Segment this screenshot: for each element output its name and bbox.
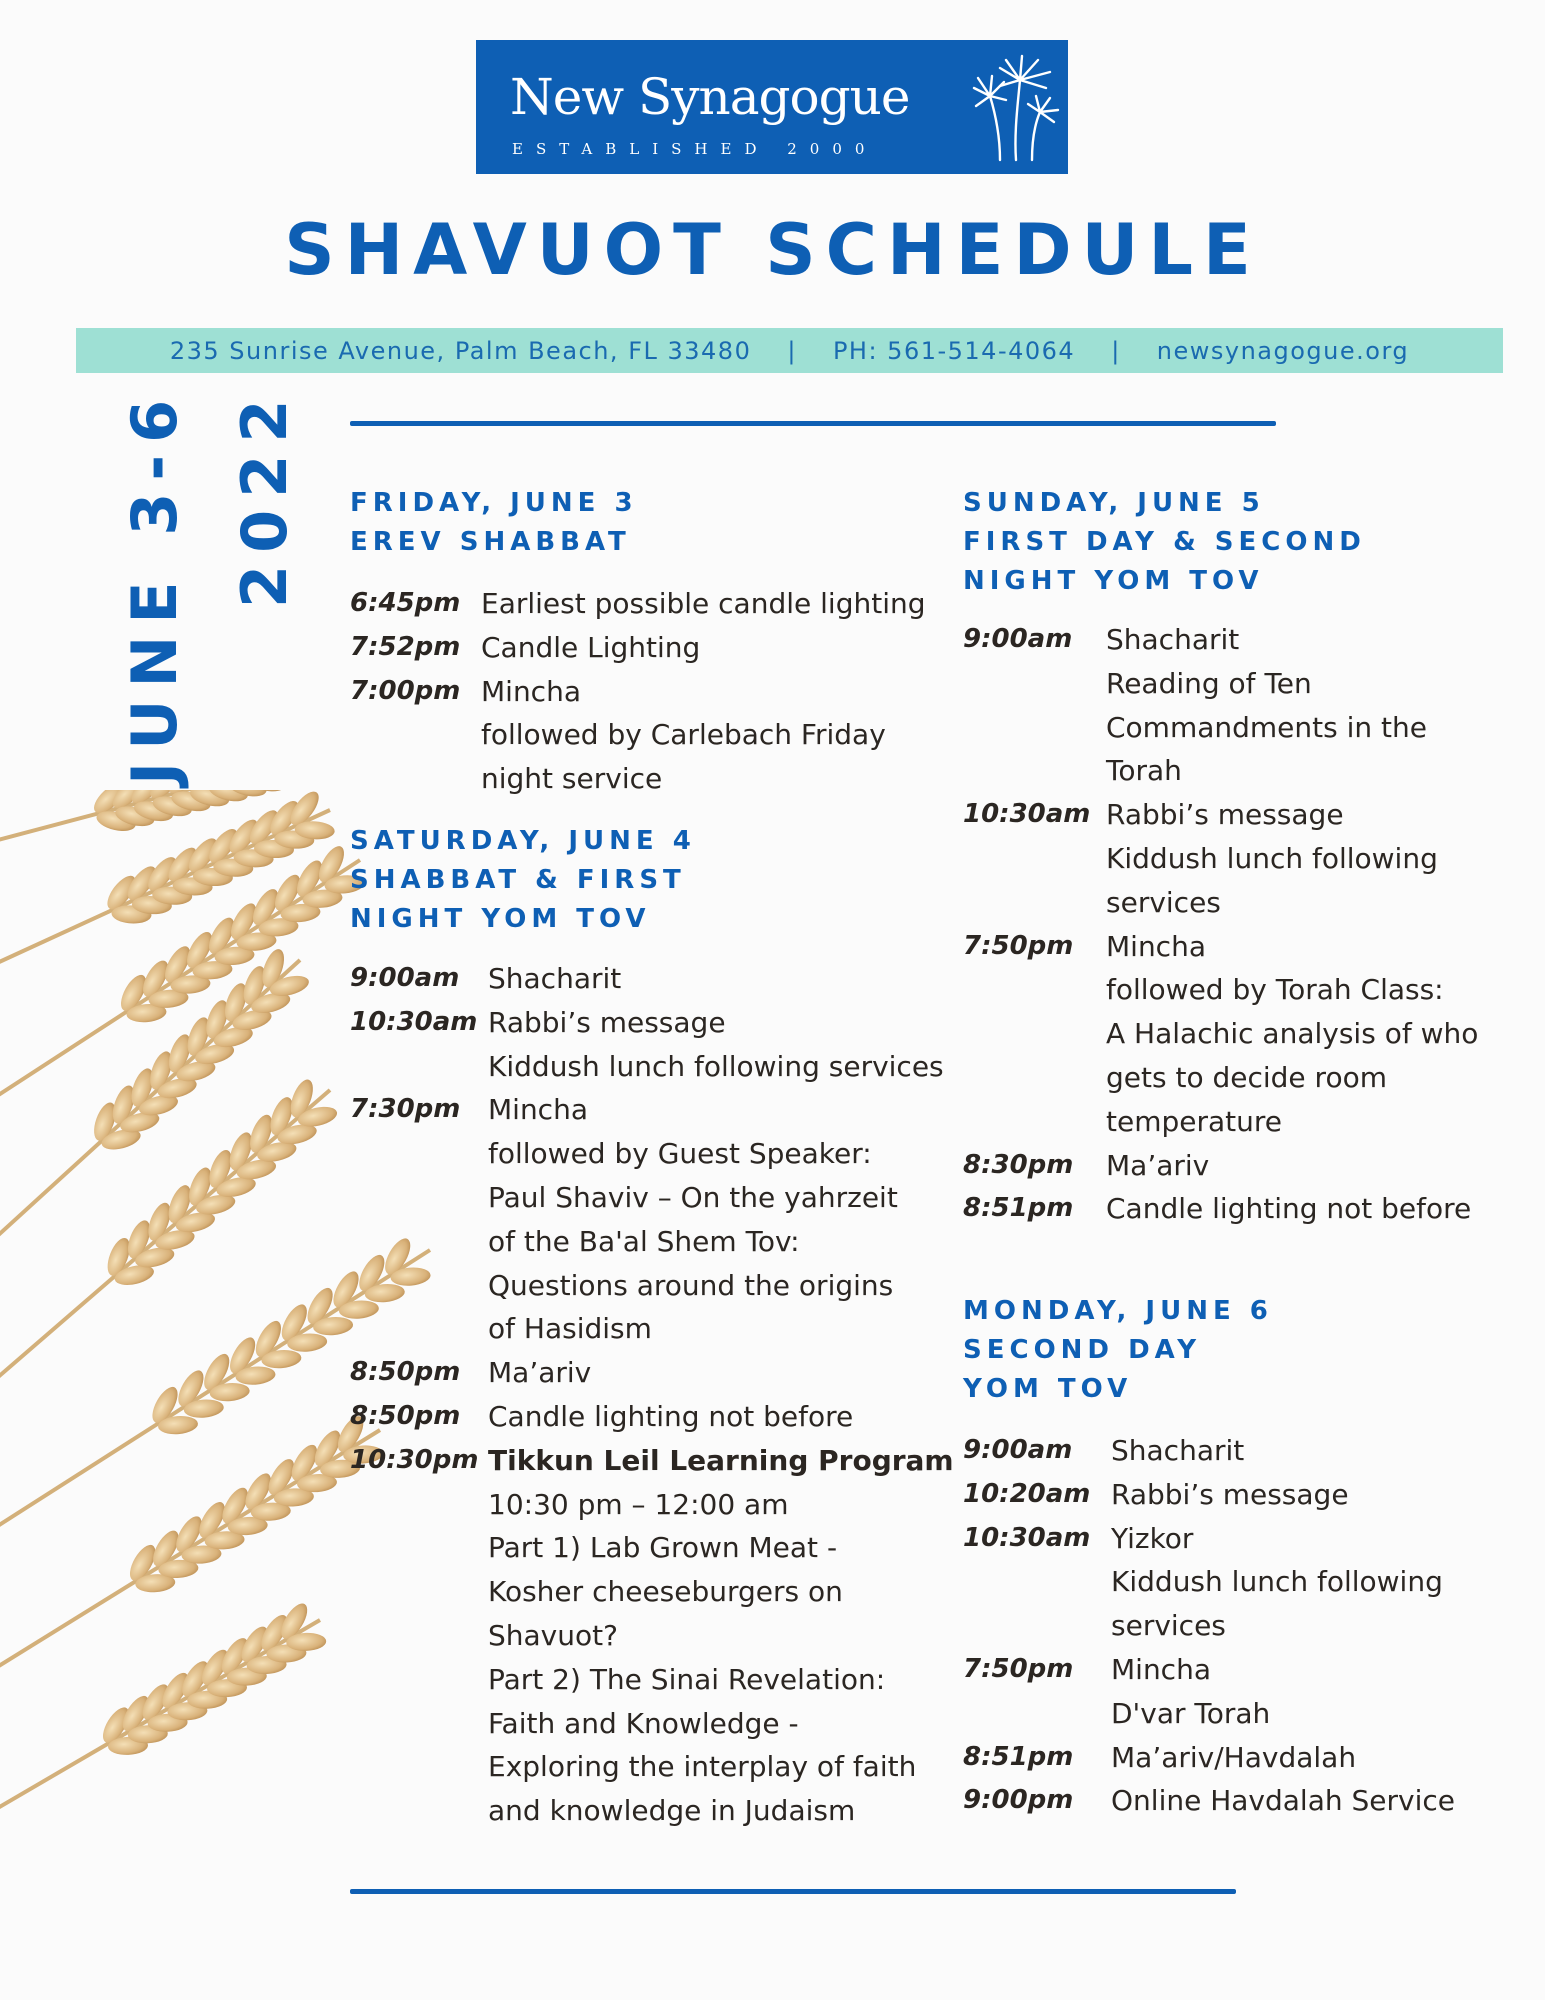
schedule-item: 7:50pm Mincha D'var Torah: [963, 1652, 1271, 1730]
day-heading-sunday: SUNDAY, JUNE 5 FIRST DAY & SECOND NIGHT YOM TOV: [963, 488, 1366, 596]
schedule-sunday: [963, 618, 1478, 1231]
schedule-item: 8:30pm Ma’ariv: [963, 1148, 1210, 1182]
schedule-item: 9:00am Shacharit Reading of Ten Commandments in the Torah: [963, 623, 1428, 788]
schedule-friday: [350, 582, 926, 801]
schedule-item: 7:30pm Mincha followed by Guest Speaker: Paul Shaviv – On the yahrzeit of the Ba'al Shem Tov: Questions around the origins of Hasidism: [350, 1093, 898, 1346]
synagogue-logo: [476, 40, 1068, 174]
schedule-item: 8:50pm Ma’ariv: [350, 1356, 592, 1390]
schedule-item: 8:51pm Candle lighting not before: [963, 1192, 1472, 1226]
address: 235 Sunrise Avenue, Palm Beach, FL 33480: [169, 336, 752, 365]
schedule-item: 10:30am Rabbi’s message Kiddush lunch following services: [350, 1005, 944, 1083]
schedule-item: 10:20am Rabbi’s message: [963, 1477, 1349, 1511]
schedule-item: 7:00pm Mincha followed by Carlebach Friday night service: [350, 674, 886, 796]
schedule-item: 7:52pm Candle Lighting: [350, 630, 701, 664]
schedule-item: 10:30pm Tikkun Leil Learning Program 10:30 pm – 12:00 am Part 1) Lab Grown Meat - Kosher cheeseburgers on Shavuot? Part 2) The Sinai Revelation: Faith and Knowledge - Exploring the interplay of faith and knowledge in Judaism: [350, 1443, 954, 1828]
separator: |: [1111, 336, 1121, 365]
schedule-item: 9:00pm Online Havdalah Service: [963, 1784, 1455, 1818]
bottom-divider: [350, 1889, 1236, 1894]
page-title: SHAVUOT SCHEDULE: [284, 209, 1261, 291]
phone: PH: 561-514-4064: [832, 336, 1076, 365]
schedule-item: 10:30am Rabbi’s message Kiddush lunch following services: [963, 798, 1438, 919]
schedule-item: 8:51pm Ma’ariv/Havdalah: [963, 1740, 1357, 1774]
palm-tree-icon: [970, 52, 1062, 164]
year-vertical: 2022: [228, 387, 301, 608]
top-divider: [350, 421, 1276, 426]
day-heading-friday: FRIDAY, JUNE 3 EREV SHABBAT: [350, 488, 638, 557]
date-range-vertical: JUNE 3-6: [118, 387, 191, 785]
separator: |: [787, 336, 797, 365]
logo-name: New Synagogue: [510, 68, 910, 126]
schedule-item: 6:45pm Earliest possible candle lighting: [350, 587, 926, 620]
schedule-item: 9:00am Shacharit: [350, 962, 622, 995]
schedule-item: 7:50pm Mincha followed by Torah Class: A Halachic analysis of who gets to decide room temperature: [963, 929, 1479, 1138]
schedule-item: 10:30am Yizkor Kiddush lunch following services: [963, 1521, 1443, 1643]
schedule-saturday: [350, 957, 954, 1833]
day-heading-saturday: SATURDAY, JUNE 4 SHABBAT & FIRST NIGHT YOM TOV: [350, 826, 696, 934]
schedule-item: 9:00am Shacharit: [963, 1434, 1245, 1467]
contact-bar: [76, 328, 1503, 373]
website: newsynagogue.org: [1156, 336, 1410, 365]
day-heading-monday: MONDAY, JUNE 6 SECOND DAY YOM TOV: [963, 1296, 1273, 1404]
schedule-item: 8:50pm Candle lighting not before: [350, 1399, 854, 1433]
logo-established: ESTABLISHED 2000: [512, 140, 878, 158]
schedule-monday: [963, 1429, 1455, 1823]
